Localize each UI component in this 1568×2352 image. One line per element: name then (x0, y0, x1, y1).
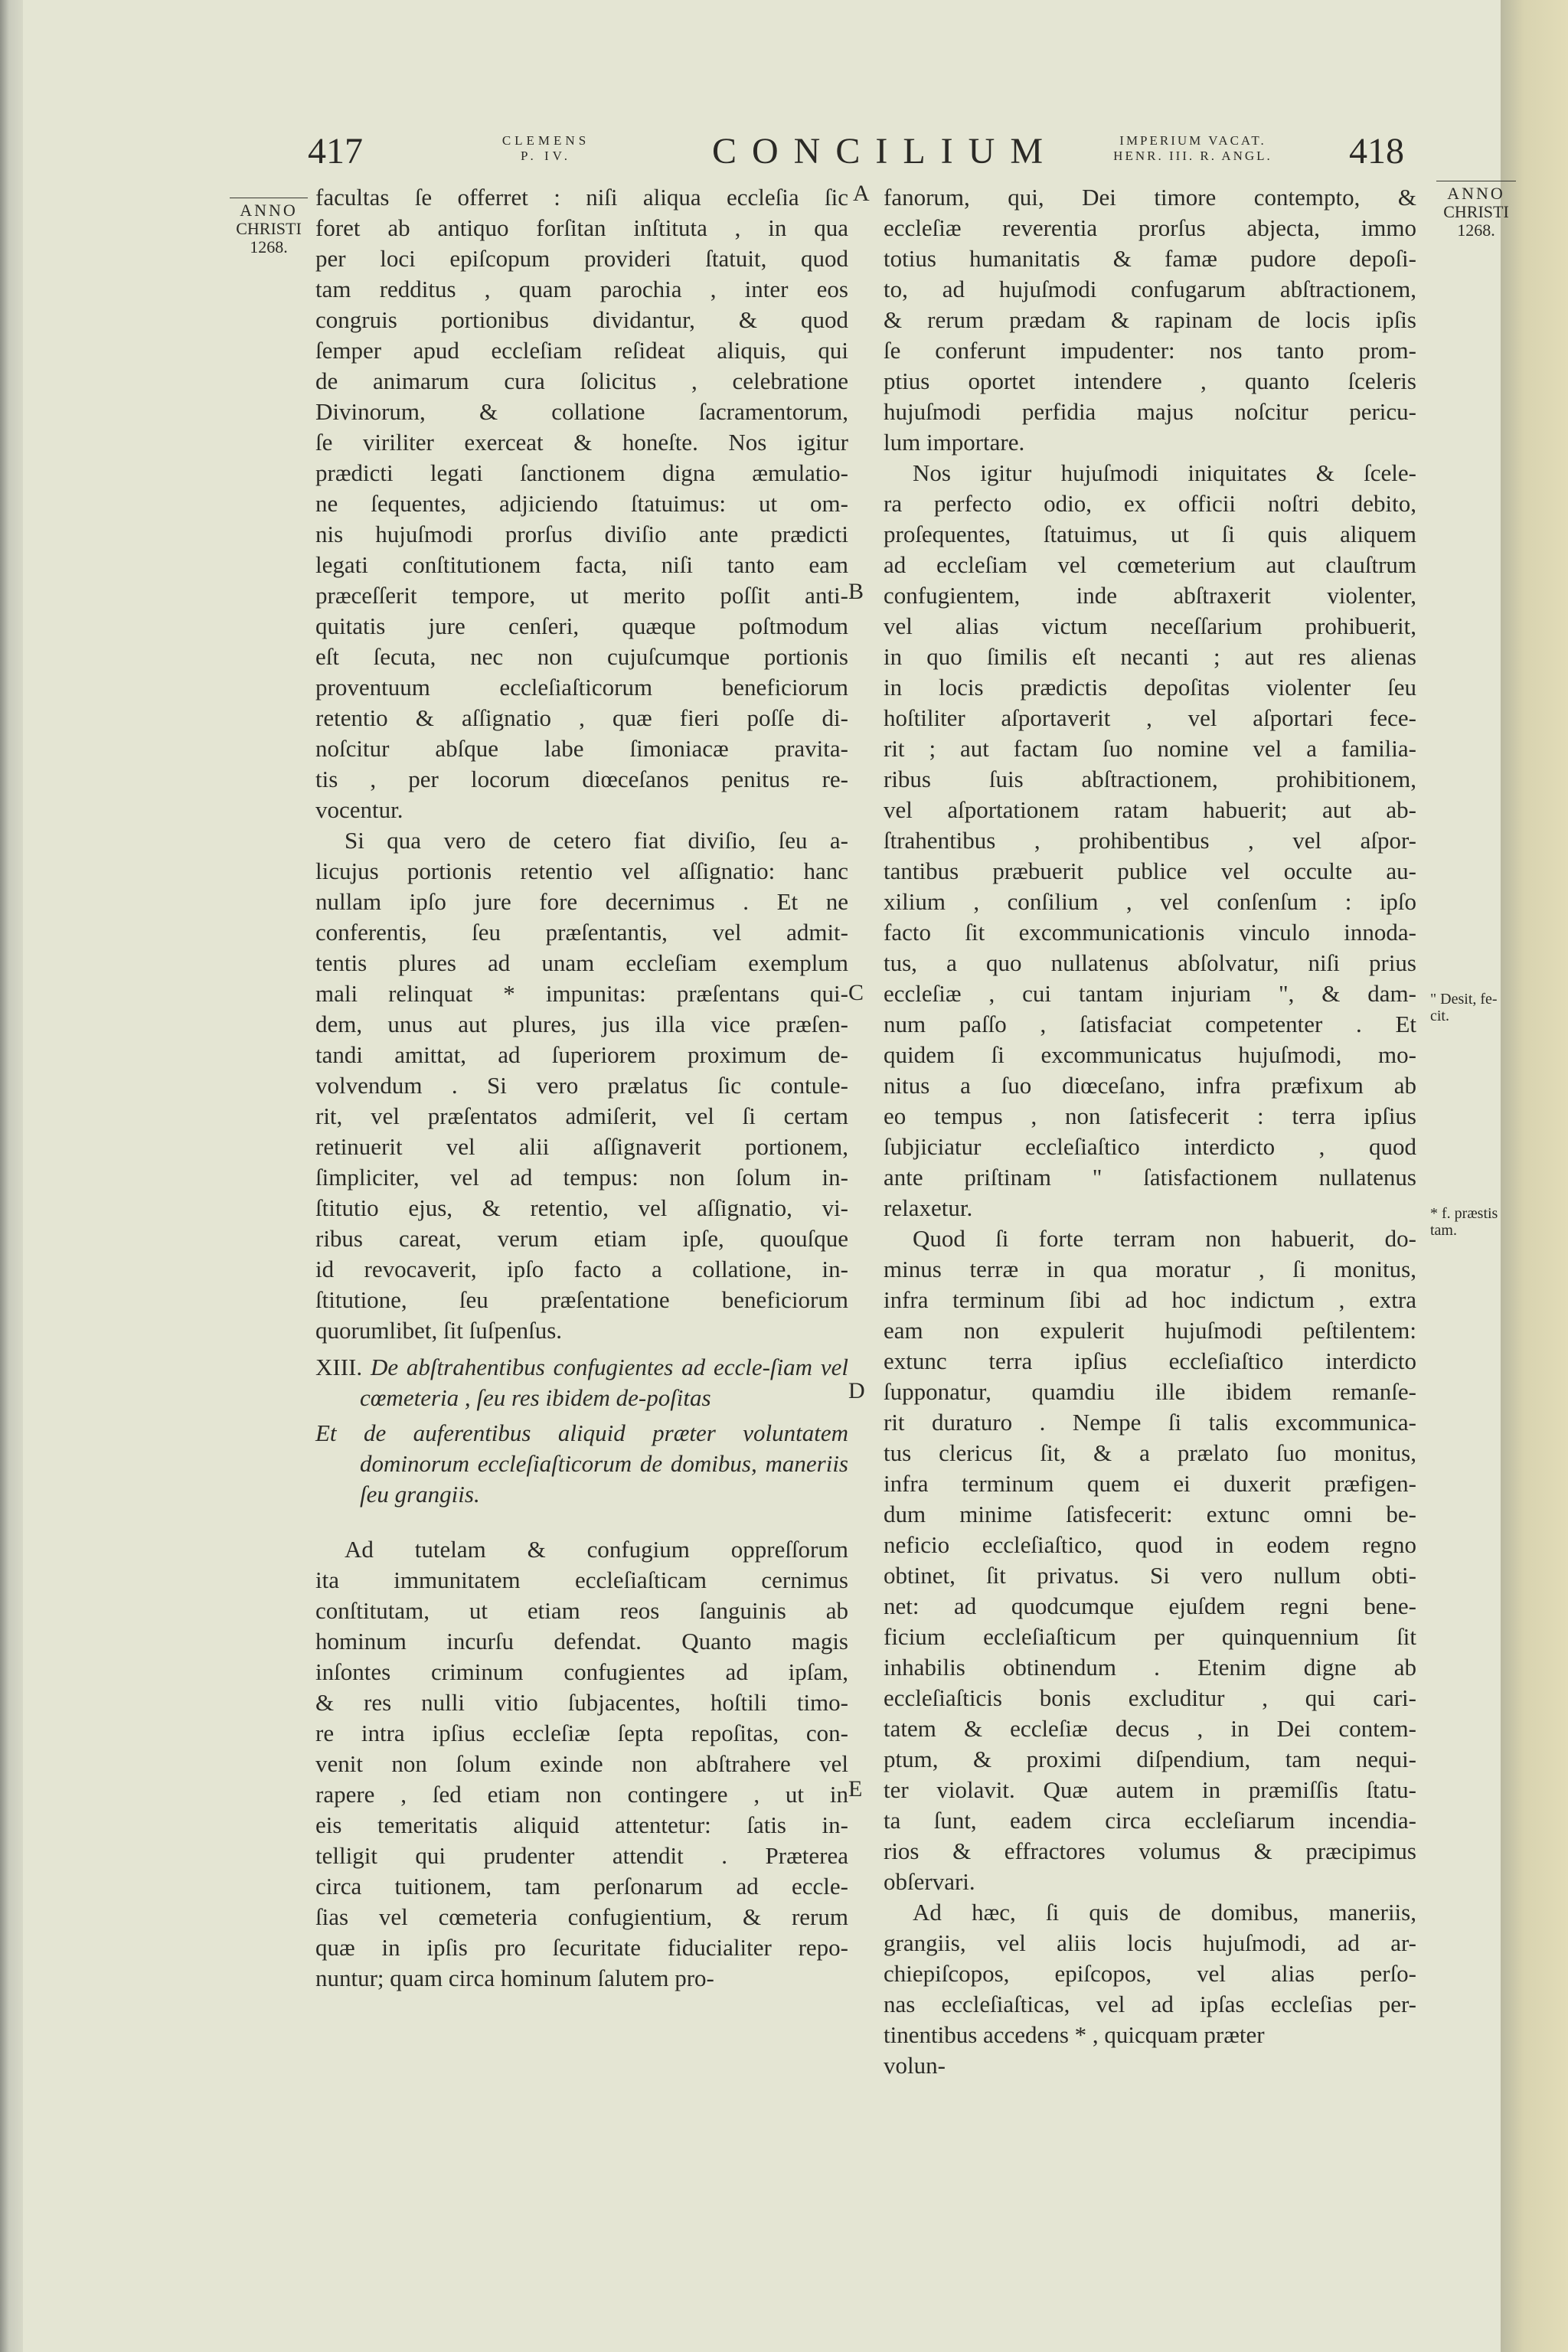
text-line: dum minime ſatisfecerit: extunc omni be- (884, 1501, 1416, 1527)
text-line: tantibus præbuerit publice vel occulte au- (884, 858, 1416, 884)
text-line: id revocaverit, ipſo facto a collatione, in- (315, 1256, 848, 1282)
text-line: Ad hæc, ſi quis de domibus, maneriis, (913, 1899, 1416, 1926)
text-line: net: ad quodcumque ejuſdem regni bene- (884, 1592, 1416, 1619)
section-letter-c: C (848, 980, 864, 1005)
header-empire-label (1078, 133, 1308, 164)
text-line: re intra ipſius eccleſiæ ſepta repoſitas, con- (315, 1720, 848, 1746)
text-line: noſcitur abſque labe ſimoniacæ pravita- (315, 735, 848, 762)
text-line: in locis prædictis depoſitas violenter ſeu (884, 674, 1416, 701)
margin-anno: ANNO (1447, 184, 1505, 203)
text-line: tinentibus accedens * , quicquam præter (884, 2021, 1265, 2048)
text-line: eo tempus , non ſatisfecerit : terra ipſius (884, 1102, 1416, 1129)
header-king-line: HENR. III. R. ANGL. (1113, 149, 1272, 163)
text-line: infra terminum ſibi ad hoc indictum , extra (884, 1286, 1416, 1313)
text-line: xilium , conſilium , vel conſenſum : ipſo (884, 888, 1416, 915)
margin-note-line: * f. præstis (1430, 1205, 1498, 1222)
facing-page-gutter (1501, 0, 1568, 2352)
right-para-2 (884, 458, 1416, 1223)
right-para-4 (884, 1897, 1416, 2050)
section-letter-b: B (848, 579, 864, 604)
text-line: legati conſtitutionem facta, niſi tanto eam (315, 551, 848, 578)
text-line: Ad tutelam & confugium oppreſſorum (345, 1536, 848, 1563)
text-line: rapere , ſed etiam non contingere , ut in (315, 1781, 848, 1808)
text-line: proſequentes, ſtatuimus, ut ſi quis aliquem (884, 521, 1416, 547)
text-line: ita immunitatem eccleſiaſticam cernimus (315, 1566, 848, 1593)
text-line: quæ in ipſis pro ſecuritate fiducialiter repo- (315, 1934, 848, 1961)
text-line: de animarum cura ſolicitus , celebratione (315, 368, 848, 394)
text-line: volvendum . Si vero prælatus ſic contule- (315, 1072, 848, 1099)
text-line: eis temeritatis aliquid attentetur: ſatis in- (315, 1811, 848, 1838)
text-line: confugientem, inde abſtraxerit violenter, (884, 582, 1416, 609)
text-line: num paſſo , ſatisfaciat competenter . Et (884, 1011, 1416, 1037)
running-header (23, 122, 1501, 176)
text-line: ficium eccleſiaſticum per quinquennium ſit (884, 1623, 1416, 1650)
margin-note-1 (1430, 991, 1522, 1024)
text-line: retentio & aſſignatio , quæ fieri poſſe di- (315, 704, 848, 731)
text-line: extunc terra ipſius eccleſiaſtico interdicto (884, 1348, 1416, 1374)
text-line: tentis plures ad unam eccleſiam exemplum (315, 949, 848, 976)
book-page (23, 0, 1509, 2352)
text-line: per loci epiſcopum provideri ſtatuit, quod (315, 245, 848, 272)
left-para-1 (315, 182, 848, 825)
text-line: nis hujuſmodi prorſus diviſio ante prædicti (315, 521, 848, 547)
text-line: & rerum prædam & rapinam de locis ipſis (884, 306, 1416, 333)
text-line: conſtitutam, ut etiam reos ſanguinis ab (315, 1597, 848, 1624)
text-line: eccleſiæ reverentia prorſus abjecta, immo (884, 214, 1416, 241)
text-line: rit, vel præſentatos admiſerit, vel ſi certam (315, 1102, 848, 1129)
rubric-title-1: De abſtrahentibus confugientes ad eccle-ſiam vel cœmeteria , ſeu res ibidem de-poſitas (360, 1354, 849, 1411)
right-para-1 (884, 182, 1416, 458)
text-line: ſtitutio ejus, & retentio, vel aſſignatio, vi- (315, 1194, 848, 1221)
text-line: quitatis jure cenſeri, quæque poſtmodum (315, 612, 848, 639)
text-line: rios & effractores volumus & præcipimus (884, 1838, 1416, 1864)
text-line: conferentis, ſeu præſentantis, vel admit- (315, 919, 848, 946)
text-line: dem, unus aut plures, jus illa vice præſen- (315, 1011, 848, 1037)
margin-anno: ANNO (240, 201, 298, 220)
rubric-title-2: Et de auferentibus aliquid præter voluntatem dominorum eccleſiaſticorum de domibus, maneriis ſeu grangiis. (315, 1419, 848, 1508)
text-line: eccleſiaſticis bonis excluditur , qui cari- (884, 1684, 1416, 1711)
rubric-line-2 (315, 1418, 848, 1510)
text-line: quorumlibet, ſit ſuſpenſus. (315, 1317, 563, 1344)
spacer (315, 1514, 848, 1534)
text-line: ſemper apud eccleſiam reſideat aliquis, qui (315, 337, 848, 364)
text-line: ſtitutione, ſeu præſentatione beneficiorum (315, 1286, 848, 1313)
section-letter-e: E (848, 1776, 863, 1802)
text-line: mali relinquat * impunitas: præſentans qui- (315, 980, 848, 1007)
text-line: ſtrahentibus , prohibentibus , vel aſpor- (884, 827, 1416, 854)
text-line: ſimpliciter, vel ad tempus: non ſolum in- (315, 1164, 848, 1191)
text-line: ta ſunt, eadem circa eccleſiarum incendia- (884, 1807, 1416, 1834)
margin-year-left (224, 198, 314, 256)
text-line: ter violavit. Quæ autem in præmiſſis ſtatu- (884, 1776, 1416, 1803)
section-letter-a: A (853, 181, 870, 206)
text-line: tus clericus ſit, & a prælato ſuo monitus, (884, 1439, 1416, 1466)
text-line: prædicti legati ſanctionem digna æmulatio- (315, 459, 848, 486)
text-line: minus terræ in qua moratur , ſi monitus, (884, 1256, 1416, 1282)
text-line: Divinorum, & collatione ſacramentorum, (315, 398, 848, 425)
text-line: relaxetur. (884, 1194, 973, 1221)
header-empire-line: IMPERIUM VACAT. (1119, 133, 1266, 148)
text-line: obſervari. (884, 1868, 975, 1895)
text-line: to, ad hujuſmodi confugarum abſtractionem, (884, 276, 1416, 302)
rubric-number: XIII. (315, 1354, 363, 1380)
text-line: tatem & eccleſiæ decus , in Dei contem- (884, 1715, 1416, 1742)
text-line: ſupponatur, quamdiu ille ibidem remanſe- (884, 1378, 1416, 1405)
text-line: vel alias victum neceſſarium prohibuerit, (884, 612, 1416, 639)
running-title: CONCILIUM (712, 131, 1058, 172)
text-line: facultas ſe offerret : niſi aliqua eccleſia ſic (315, 184, 848, 211)
text-line: Quod ſi forte terram non habuerit, do- (913, 1225, 1416, 1252)
text-line: ſe conferunt impudenter: nos tanto prom- (884, 337, 1416, 364)
margin-year: 1268. (250, 237, 288, 256)
text-line: hominum incurſu defendat. Quanto magis (315, 1628, 848, 1655)
rubric-line-1 (315, 1352, 848, 1413)
catchword: volun- (884, 2052, 946, 2079)
margin-christi: CHRISTI (1443, 202, 1509, 221)
text-line: ſubjiciatur eccleſiaſtico interdicto , quod (884, 1133, 1416, 1160)
text-line: neficio eccleſiaſtico, quod in eodem regno (884, 1531, 1416, 1558)
text-line: chiepiſcopos, epiſcopos, vel alias perſo- (884, 1960, 1416, 1987)
page-number-right: 418 (1349, 131, 1404, 172)
text-line: nullam ipſo jure fore decernimus . Et ne (315, 888, 848, 915)
header-pope-label (473, 133, 619, 164)
text-line: vel aſportationem ratam habuerit; aut ab- (884, 796, 1416, 823)
text-line: congruis portionibus dividantur, & quod (315, 306, 848, 333)
text-line: tandi amittat, ad ſuperiorem proximum de- (315, 1041, 848, 1068)
text-line: grangiis, vel aliis locis hujuſmodi, ad ar- (884, 1929, 1416, 1956)
text-line: ribus ſuis abſtractionem, prohibitionem, (884, 766, 1416, 792)
left-para-2 (315, 825, 848, 1346)
margin-year-right (1430, 181, 1522, 240)
text-line: ribus careat, verum etiam ipſe, quouſque (315, 1225, 848, 1252)
text-line: hoſtiliter aſportaverit , vel aſportari fece- (884, 704, 1416, 731)
header-pope-name: CLEMENS (501, 133, 590, 148)
right-para-3 (884, 1223, 1416, 1897)
text-line: tis , per locorum diœceſanos penitus re- (315, 766, 848, 792)
text-line: in quo ſimilis eſt necanti ; aut res alienas (884, 643, 1416, 670)
margin-note-line: tam. (1430, 1222, 1457, 1239)
text-line: rit ; aut factam ſuo nomine vel a familia- (884, 735, 1416, 762)
text-line: ptius oportet intendere , quanto ſceleris (884, 368, 1416, 394)
left-page-edge (0, 0, 23, 2352)
text-line: eſt ſecuta, nec non cujuſcumque portionis (315, 643, 848, 670)
text-line: ſias vel cœmeteria confugientium, & rerum (315, 1903, 848, 1930)
text-line: ſe viriliter exerceat & honeſte. Nos igitur (315, 429, 848, 456)
left-para-3 (315, 1534, 848, 1994)
text-line: ra perfecto odio, ex officii noſtri debito, (884, 490, 1416, 517)
text-line: tus, a quo nullatenus abſolvatur, niſi prius (884, 949, 1416, 976)
text-line: nitus a ſuo diœceſano, infra præfixum ab (884, 1072, 1416, 1099)
right-column (884, 182, 1416, 2081)
text-line: quidem ſi excommunicatus hujuſmodi, mo- (884, 1041, 1416, 1068)
text-line: inſontes criminum confugientes ad ipſam, (315, 1658, 848, 1685)
left-column (315, 182, 848, 1994)
text-line: eccleſiæ , cui tantam injuriam ", & dam- (884, 980, 1416, 1007)
text-line: ne ſequentes, adjiciendo ſtatuimus: ut om- (315, 490, 848, 517)
chapter-rubric (315, 1352, 848, 1510)
text-line: obtinet, ſit privatus. Si vero nullum obti- (884, 1562, 1416, 1589)
text-line: hujuſmodi perfidia majus noſcitur pericu- (884, 398, 1416, 425)
text-line: nuntur; quam circa hominum ſalutem pro- (315, 1965, 714, 1991)
text-line: rit duraturo . Nempe ſi talis excommunica- (884, 1409, 1416, 1436)
text-line: Si qua vero de cetero fiat diviſio, ſeu a- (345, 827, 848, 854)
text-line: ante priſtinam " ſatisfactionem nullatenus (884, 1164, 1416, 1191)
margin-year: 1268. (1457, 220, 1495, 240)
text-line: telligit qui prudenter attendit . Præterea (315, 1842, 848, 1869)
margin-note-2 (1430, 1205, 1522, 1239)
page-number-left: 417 (308, 131, 363, 172)
margin-christi: CHRISTI (236, 219, 302, 238)
text-line: lum importare. (884, 429, 1025, 456)
text-line: nas eccleſiaſticas, vel ad ipſas eccleſias per- (884, 1991, 1416, 2017)
text-line: foret ab antiquo forſitan inſtituta , in qua (315, 214, 848, 241)
text-line: tam redditus , quam parochia , inter eos (315, 276, 848, 302)
text-line: licujus portionis retentio vel aſſignatio: hanc (315, 858, 848, 884)
text-line: infra terminum quem ei duxerit præfigen- (884, 1470, 1416, 1497)
text-line: Nos igitur hujuſmodi iniquitates & ſcele- (913, 459, 1416, 486)
header-pope-number: P. IV. (520, 149, 572, 163)
text-line: circa tuitionem, tam perſonarum ad eccle- (315, 1873, 848, 1900)
text-line: retinuerit vel alii aſſignaverit portionem, (315, 1133, 848, 1160)
margin-note-line: cit. (1430, 1008, 1449, 1024)
text-line: ptum, & proximi diſpendium, tam nequi- (884, 1746, 1416, 1772)
text-line: vocentur. (315, 796, 403, 823)
text-line: & res nulli vitio ſubjacentes, hoſtili timo- (315, 1689, 848, 1716)
text-line: eam non expulerit hujuſmodi peſtilentem: (884, 1317, 1416, 1344)
text-line: proventuum eccleſiaſticorum beneficiorum (315, 674, 848, 701)
text-line: totius humanitatis & famæ pudore depoſi- (884, 245, 1416, 272)
text-line: venit non ſolum exinde non abſtrahere vel (315, 1750, 848, 1777)
text-line: facto ſit excommunicationis vinculo innoda- (884, 919, 1416, 946)
text-line: inhabilis obtinendum . Etenim digne ab (884, 1654, 1416, 1681)
margin-note-line: " Desit, fe- (1430, 991, 1498, 1008)
text-line: ad eccleſiam vel cœmeterium aut clauſtrum (884, 551, 1416, 578)
text-line: fanorum, qui, Dei timore contempto, & (884, 184, 1416, 211)
text-line: præceſſerit tempore, ut merito poſſit anti- (315, 582, 848, 609)
section-letter-d: D (848, 1378, 865, 1403)
